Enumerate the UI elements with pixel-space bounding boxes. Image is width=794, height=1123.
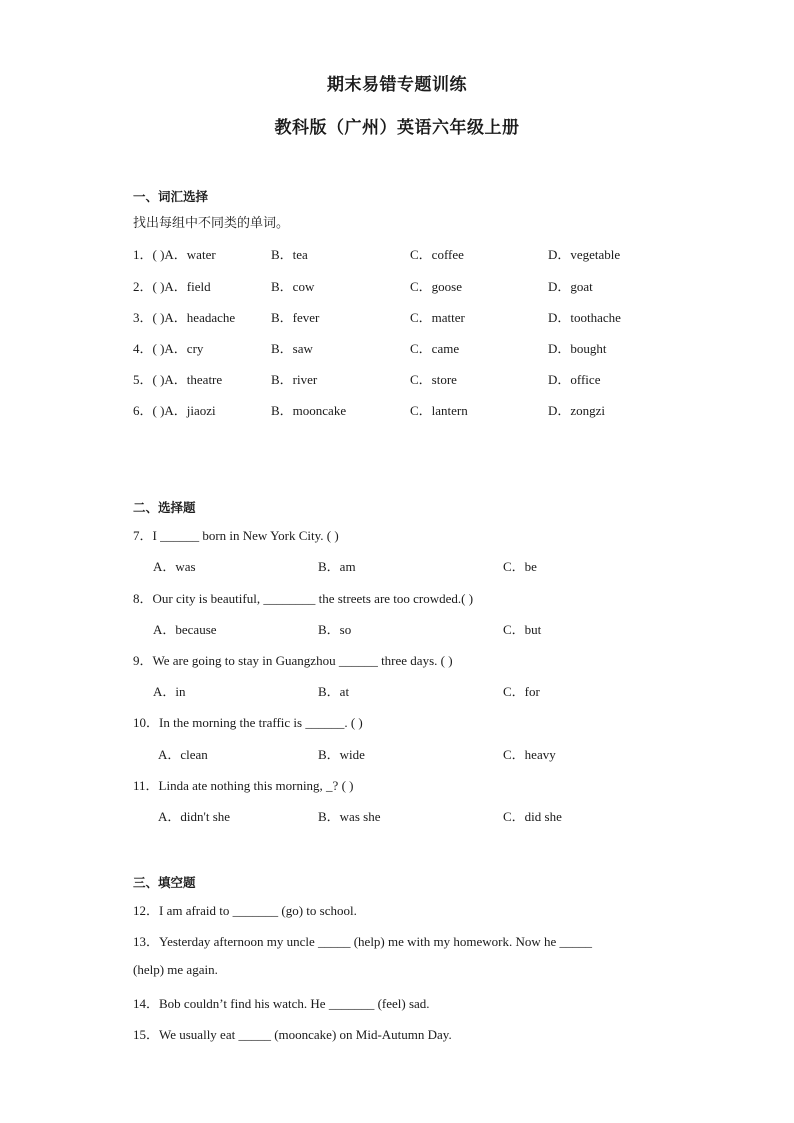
option-a: A．because: [153, 622, 217, 637]
page-title: 期末易错专题训练: [327, 75, 467, 95]
question-stem: 4．( )A．cry: [133, 341, 204, 356]
option-b: B．mooncake: [271, 403, 347, 418]
option-a: A．didn't she: [158, 809, 231, 824]
option-c: C．store: [410, 372, 457, 387]
question-stem: 2．( )A．field: [133, 279, 211, 294]
option-b: B．at: [318, 684, 350, 699]
section-2-heading: 二、选择题: [133, 500, 196, 515]
question-stem: 1．( )A．water: [133, 247, 216, 262]
option-c: C．for: [503, 684, 540, 699]
option-a: A．was: [153, 559, 196, 574]
option-d: D．bought: [548, 341, 607, 356]
option-a: A．in: [153, 684, 186, 699]
option-c: C．came: [410, 341, 460, 356]
option-c: C．matter: [410, 310, 465, 325]
option-d: D．zongzi: [548, 403, 606, 418]
question-stem: 8．Our city is beautiful, ________ the streets are too crowded.( ): [133, 591, 474, 606]
option-d: D．toothache: [548, 310, 621, 325]
question-stem: 11．Linda ate nothing this morning, _? ( ): [133, 778, 354, 793]
question-stem: 6．( )A．jiaozi: [133, 403, 216, 418]
option-c: C．be: [503, 559, 537, 574]
option-b: B．wide: [318, 747, 365, 762]
option-c: C．coffee: [410, 247, 464, 262]
option-b: B．cow: [271, 279, 315, 294]
option-c: C．goose: [410, 279, 463, 294]
option-c: C．heavy: [503, 747, 556, 762]
question-13: 13．Yesterday afternoon my uncle _____ (help) me with my homework. Now he _____: [133, 934, 593, 949]
question-stem: 9．We are going to stay in Guangzhou ______ three days. ( ): [133, 653, 453, 668]
section-1-heading: 一、词汇选择: [133, 189, 209, 204]
section-1-instruction: 找出每组中不同类的单词。: [133, 216, 290, 231]
question-14: 14．Bob couldn’t find his watch. He _______ (feel) sad.: [133, 996, 430, 1011]
question-stem: 3．( )A．headache: [133, 310, 236, 325]
question-stem: 10．In the morning the traffic is ______. ( ): [133, 715, 363, 730]
option-b: B．fever: [271, 310, 320, 325]
question-stem: 7．I ______ born in New York City. ( ): [133, 528, 339, 543]
option-a: A．clean: [158, 747, 208, 762]
page-subtitle: 教科版（广州）英语六年级上册: [274, 118, 520, 138]
option-c: C．lantern: [410, 403, 468, 418]
question-stem: 5．( )A．theatre: [133, 372, 223, 387]
option-c: C．did she: [503, 809, 562, 824]
option-b: B．am: [318, 559, 356, 574]
option-b: B．so: [318, 622, 352, 637]
option-d: D．goat: [548, 279, 593, 294]
option-b: B．saw: [271, 341, 313, 356]
option-d: D．vegetable: [548, 247, 621, 262]
section-3-heading: 三、填空题: [133, 875, 196, 890]
question-12: 12．I am afraid to _______ (go) to school.: [133, 903, 357, 918]
option-b: B．tea: [271, 247, 308, 262]
question-15: 15．We usually eat _____ (mooncake) on Mid-Autumn Day.: [133, 1027, 452, 1042]
option-c: C．but: [503, 622, 542, 637]
option-b: B．was she: [318, 809, 381, 824]
question-13-continuation: (help) me again.: [133, 962, 218, 977]
option-b: B．river: [271, 372, 318, 387]
option-d: D．office: [548, 372, 601, 387]
